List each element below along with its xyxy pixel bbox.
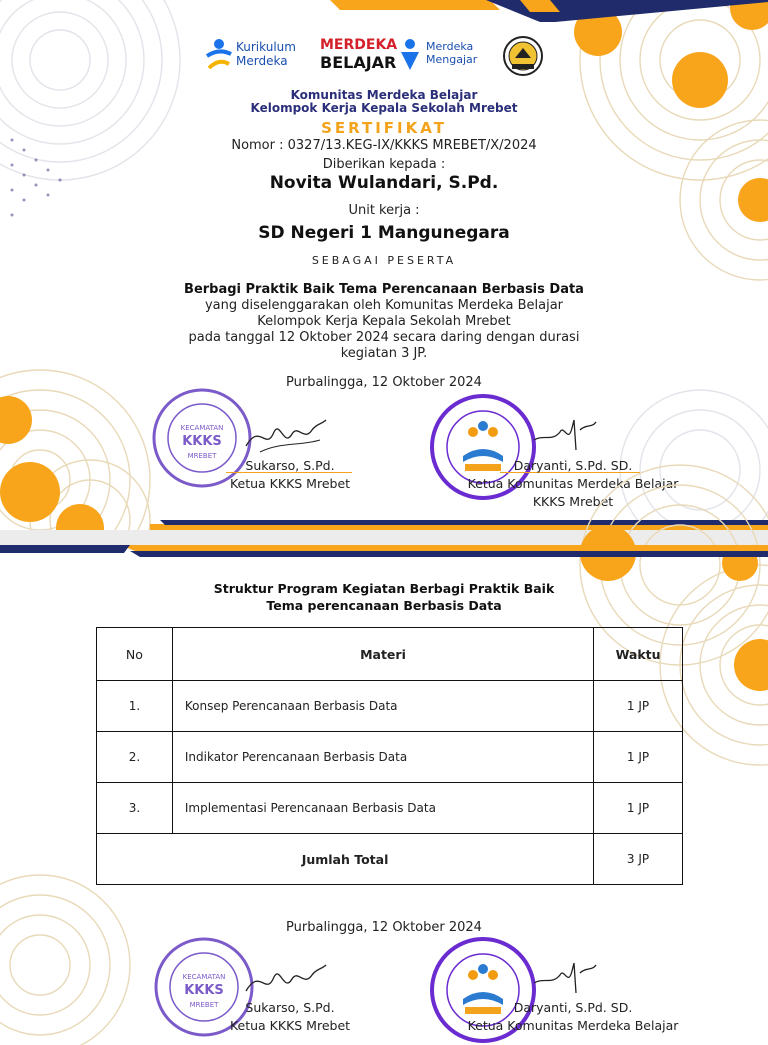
program-table [96, 627, 683, 885]
total-value: 3 JP [594, 834, 683, 885]
logo-text: Merdeka [236, 54, 288, 68]
row-materi: Indikator Perencanaan Berbasis Data [172, 732, 593, 783]
stamp-text: KKKS [184, 983, 224, 998]
signatory-2-name: Daryanti, S.Pd. SD. [513, 1000, 633, 1015]
description-line-2: Kelompok Kerja Kepala Sekolah Mrebet [257, 314, 511, 329]
signature-1 [240, 412, 330, 462]
header-no: No [97, 628, 173, 681]
kurikulum-merdeka-logo [236, 40, 296, 68]
row-materi: Konsep Perencanaan Berbasis Data [172, 681, 593, 732]
description-line-4: kegiatan 3 JP. [340, 346, 428, 361]
row-no: 3. [97, 783, 173, 834]
program-page [0, 545, 768, 1033]
table-row [97, 732, 683, 783]
header-waktu: Waktu [594, 628, 683, 681]
kkks-stamp-icon [150, 386, 254, 490]
signatory-2-position-line-2: KKKS Mrebet [532, 494, 614, 509]
merdeka-mengajar-icon [398, 38, 422, 72]
table-row [97, 783, 683, 834]
kurikulum-merdeka-icon [205, 38, 233, 74]
description-line-1: yang diselenggarakan oleh Komunitas Merdeka Belajar [204, 298, 564, 313]
logo-text: Merdeka [426, 40, 474, 53]
organizer-line-1: Komunitas Merdeka Belajar [290, 88, 478, 102]
signatory-1-name: Sukarso, S.Pd. [245, 458, 335, 473]
table-total-row [97, 834, 683, 885]
unit-name: SD Negeri 1 Mangunegara [258, 223, 510, 243]
description-line-3: pada tanggal 12 Oktober 2024 secara daring dengan durasi [188, 330, 580, 345]
stamp-text: KKKS [182, 434, 222, 449]
program-title-line-1: Struktur Program Kegiatan Berbagi Praktik Baik [213, 581, 555, 596]
role-label: SEBAGAI PESERTA [311, 254, 457, 267]
stamp-text: KECAMATAN [182, 973, 226, 981]
merdeka-mengajar-logo [426, 40, 477, 66]
certificate-title: SERTIFIKAT [321, 119, 447, 137]
program-title-line-2: Tema perencanaan Berbasis Data [266, 598, 502, 613]
certificate-number: Nomor : 0327/13.KEG-IX/KKKS MREBET/X/2024 [231, 138, 537, 153]
signatory-1-position: Ketua KKKS Mrebet [229, 476, 351, 491]
logo-text: Kurikulum [236, 40, 296, 54]
logos-row [200, 34, 560, 82]
organizer-line-2: Kelompok Kerja Kepala Sekolah Mrebet [250, 101, 518, 115]
unit-label: Unit kerja : [348, 203, 420, 218]
signatory-2-position: Ketua Komunitas Merdeka Belajar [467, 476, 679, 491]
table-header-row [97, 628, 683, 681]
row-waktu: 1 JP [594, 783, 683, 834]
row-waktu: 1 JP [594, 732, 683, 783]
place-date: Purbalingga, 12 Oktober 2024 [286, 375, 482, 390]
signatory-2-position: Ketua Komunitas Merdeka Belajar [467, 1018, 679, 1033]
signatory-2-name: Daryanti, S.Pd. SD. [513, 458, 633, 473]
row-no: 2. [97, 732, 173, 783]
logo-text: BELAJAR [320, 53, 397, 72]
program-place-date: Purbalingga, 12 Oktober 2024 [286, 920, 482, 935]
stamp-text: MREBET [187, 452, 217, 460]
page-gap [0, 530, 768, 545]
logo-text: Mengajar [426, 53, 478, 66]
given-to-label: Diberikan kepada : [322, 157, 446, 172]
total-label: Jumlah Total [97, 834, 594, 885]
recipient-name: Novita Wulandari, S.Pd. [269, 173, 499, 193]
merdeka-belajar-logo [320, 36, 397, 72]
signatory-1-position: Ketua KKKS Mrebet [229, 1018, 351, 1033]
row-waktu: 1 JP [594, 681, 683, 732]
header-materi: Materi [172, 628, 593, 681]
badge-logo-icon [502, 34, 544, 78]
stamp-text: KECAMATAN [180, 424, 224, 432]
row-no: 1. [97, 681, 173, 732]
signature-2 [530, 957, 600, 1001]
signature-2 [530, 414, 600, 458]
table-row [97, 681, 683, 732]
row-materi: Implementasi Perencanaan Berbasis Data [172, 783, 593, 834]
event-title: Berbagi Praktik Baik Tema Perencanaan Berbasis Data [184, 282, 584, 297]
stamp-text: MREBET [189, 1001, 219, 1009]
signatory-1-name: Sukarso, S.Pd. [245, 1000, 335, 1015]
logo-text: MERDEKA [320, 37, 398, 53]
